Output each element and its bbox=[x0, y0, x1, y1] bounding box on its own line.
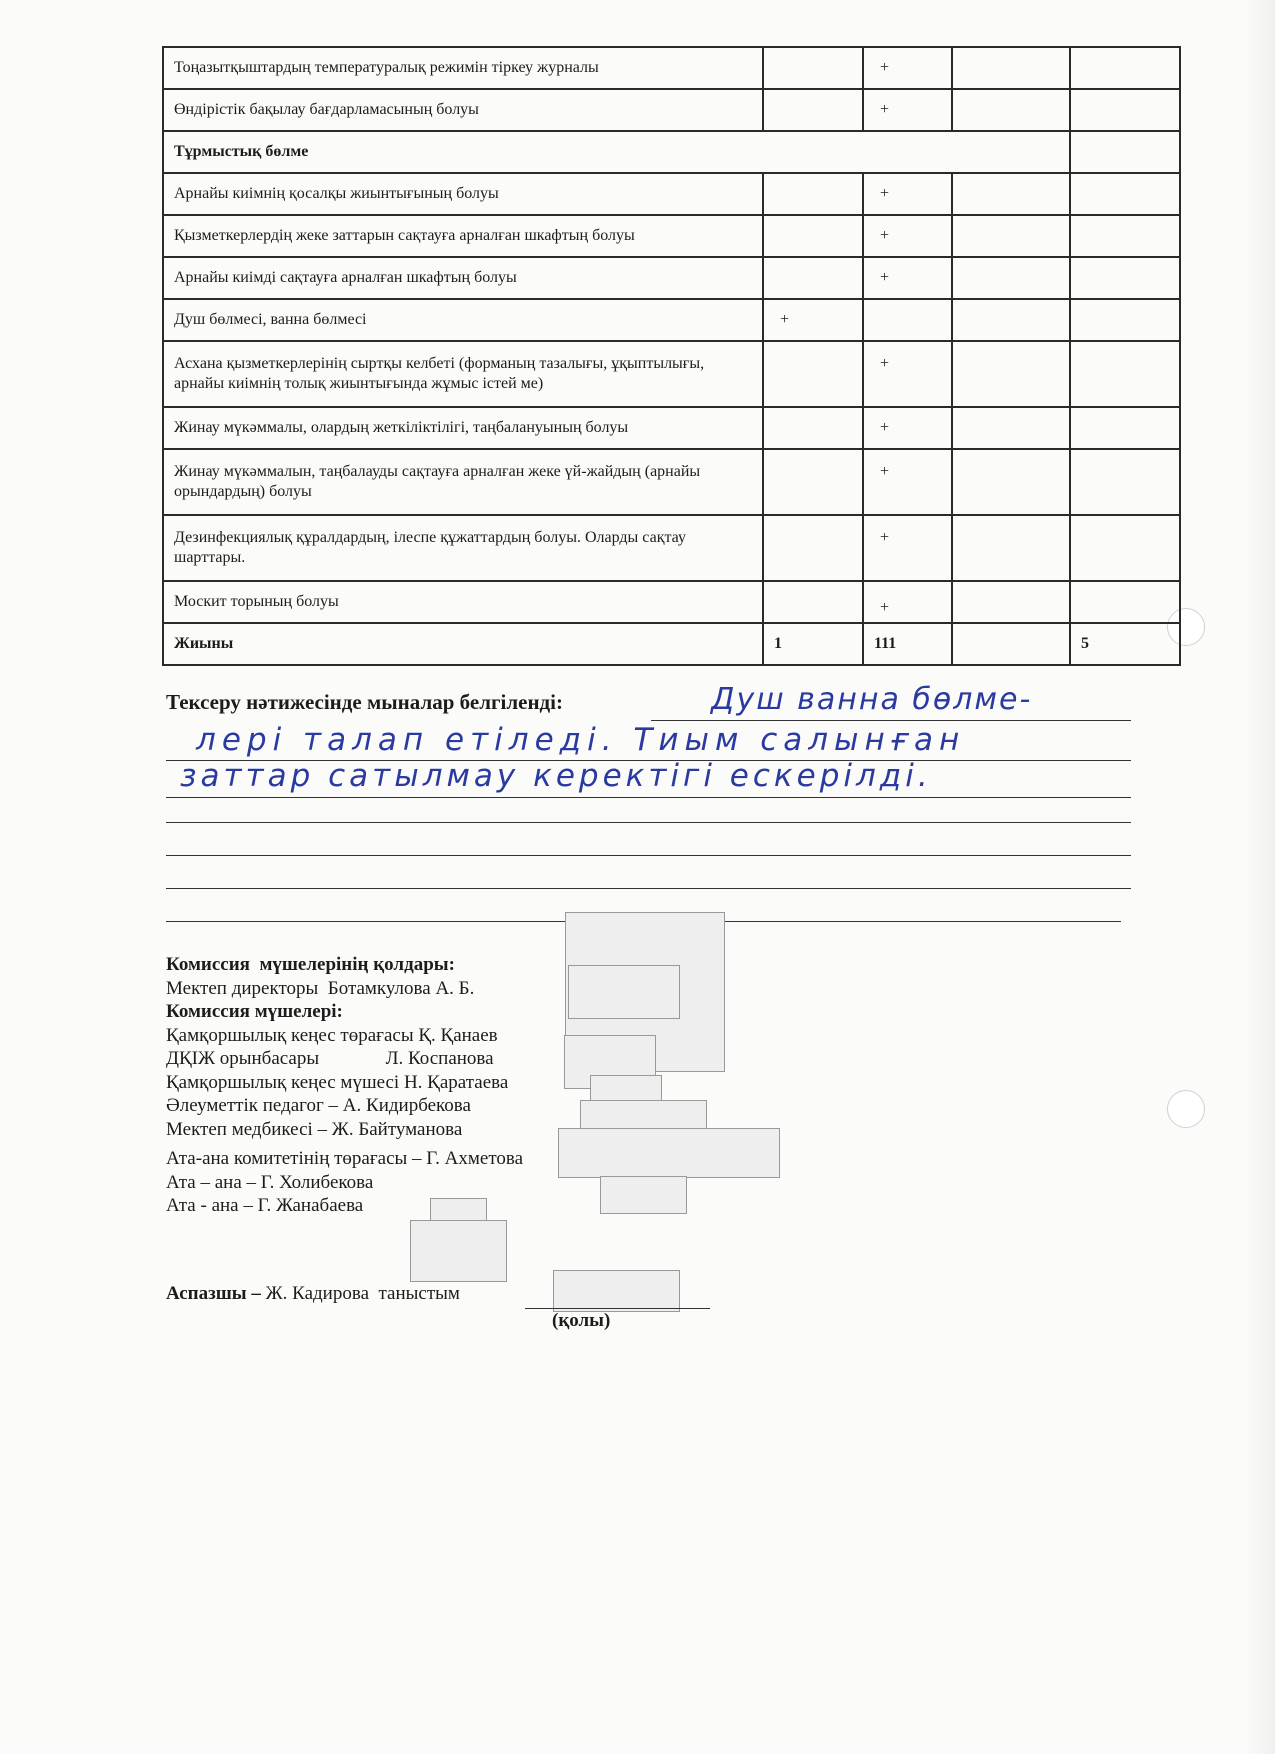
members-heading: Комиссия мүшелері: bbox=[166, 1001, 343, 1022]
signature-caption: (қолы) bbox=[552, 1310, 611, 1331]
row-item: Арнайы киімді сақтауға арналған шкафтың болуы bbox=[163, 257, 763, 299]
section-title: Тұрмыстық бөлме bbox=[163, 131, 1070, 173]
row-item: Өндірістік бақылау бағдарламасының болуы bbox=[163, 89, 763, 131]
cell-col4 bbox=[952, 215, 1070, 257]
cell-col3: + bbox=[863, 449, 952, 515]
table-row bbox=[163, 407, 1180, 449]
cell-col2: + bbox=[763, 299, 863, 341]
signatures-heading: Комиссия мүшелерінің қолдары: bbox=[166, 954, 455, 975]
cell-col4 bbox=[952, 515, 1070, 581]
handwritten-signature bbox=[410, 1220, 507, 1282]
row-item: Жинау мүкәммалын, таңбалауды сақтауға арналған жеке үй-жайдың (арнайы орындардың) болуы bbox=[163, 449, 763, 515]
checklist-table bbox=[162, 46, 1181, 666]
row-item: Москит торының болуы bbox=[163, 581, 763, 623]
cell-col3 bbox=[863, 299, 952, 341]
cell-col3: + bbox=[863, 581, 952, 623]
member-line: Ата-ана комитетінің төрағасы – Г. Ахметова bbox=[166, 1148, 524, 1169]
cell-col5 bbox=[1070, 173, 1180, 215]
cell-col5 bbox=[1070, 257, 1180, 299]
handwritten-note-line-3: заттар сатылмау керектігі ескерілді. bbox=[180, 758, 932, 794]
findings-label: Тексеру нәтижесінде мыналар белгіленді: bbox=[166, 690, 564, 714]
cell-col4 bbox=[952, 257, 1070, 299]
total-col4 bbox=[952, 623, 1070, 665]
member-line: Әлеуметтік педагог – А. Кидирбекова bbox=[166, 1095, 471, 1116]
cell-col4 bbox=[952, 173, 1070, 215]
punch-hole-bottom bbox=[1167, 1090, 1205, 1128]
handwritten-note-line-1: Душ ванна бөлме- bbox=[711, 682, 1033, 717]
table-row bbox=[163, 173, 1180, 215]
cell-col5 bbox=[1070, 131, 1180, 173]
page-edge bbox=[1245, 0, 1275, 1754]
cell-col2 bbox=[763, 341, 863, 407]
cell-col3: + bbox=[863, 215, 952, 257]
total-col3: 111 bbox=[863, 623, 952, 665]
member-line: Қамқоршылық кеңес мүшесі Н. Қаратаева bbox=[166, 1071, 509, 1093]
handwritten-signature bbox=[553, 1270, 680, 1312]
answer-line bbox=[166, 888, 1131, 889]
cell-col2 bbox=[763, 515, 863, 581]
member-line: Ата – ана – Г. Холибекова bbox=[166, 1171, 374, 1193]
cell-col3: + bbox=[863, 173, 952, 215]
row-item: Жинау мүкәммалы, олардың жеткіліктілігі, таңбалануының болуы bbox=[163, 407, 763, 449]
cell-col3: + bbox=[863, 407, 952, 449]
handwritten-signature bbox=[600, 1176, 687, 1214]
cell-col4 bbox=[952, 341, 1070, 407]
cell-col2 bbox=[763, 215, 863, 257]
table-row bbox=[163, 47, 1180, 89]
member-line: Мектеп медбикесі – Ж. Байтуманова bbox=[166, 1118, 463, 1140]
handwritten-note-line-2: лері талап етіледі. Тиым салынған bbox=[196, 722, 966, 758]
cell-col4 bbox=[952, 581, 1070, 623]
cell-col4 bbox=[952, 299, 1070, 341]
total-col2: 1 bbox=[763, 623, 863, 665]
cell-col5 bbox=[1070, 449, 1180, 515]
signature-line bbox=[525, 1308, 710, 1309]
cell-col3: + bbox=[863, 515, 952, 581]
cell-col5 bbox=[1070, 89, 1180, 131]
handwritten-signature bbox=[568, 965, 680, 1019]
cell-col2 bbox=[763, 407, 863, 449]
answer-line bbox=[166, 822, 1131, 823]
cell-col2 bbox=[763, 581, 863, 623]
answer-line bbox=[166, 855, 1131, 856]
cell-col5 bbox=[1070, 515, 1180, 581]
table-row bbox=[163, 215, 1180, 257]
row-item: Арнайы киімнің қосалқы жиынтығының болуы bbox=[163, 173, 763, 215]
cell-col2 bbox=[763, 449, 863, 515]
member-line: Қамқоршылық кеңес төрағасы Қ. Қанаев bbox=[166, 1024, 498, 1046]
cell-col5 bbox=[1070, 215, 1180, 257]
cell-col5 bbox=[1070, 341, 1180, 407]
total-label: Жиыны bbox=[163, 623, 763, 665]
cell-col5 bbox=[1070, 299, 1180, 341]
cook-name: Ж. Кадирова таныстым bbox=[260, 1283, 460, 1304]
cell-col3: + bbox=[863, 47, 952, 89]
table-row bbox=[163, 89, 1180, 131]
cell-col4 bbox=[952, 89, 1070, 131]
cook-acknowledgement bbox=[166, 1283, 460, 1305]
cell-col3: + bbox=[863, 89, 952, 131]
member-line: ДҚІЖ орынбасары Л. Коспанова bbox=[166, 1048, 494, 1069]
table-row bbox=[163, 341, 1180, 407]
member-line: Ата - ана – Г. Жанабаева bbox=[166, 1195, 364, 1216]
table-row bbox=[163, 515, 1180, 581]
total-col5: 5 bbox=[1070, 623, 1180, 665]
row-item: Дезинфекциялық құралдардың, ілеспе құжаттардың болуы. Оларды сақтау шарттары. bbox=[163, 515, 763, 581]
cook-label: Аспазшы – bbox=[166, 1283, 261, 1304]
director-line: Мектеп директоры Ботамкулова А. Б. bbox=[166, 977, 475, 999]
section-row bbox=[163, 131, 1180, 173]
cell-col5 bbox=[1070, 47, 1180, 89]
cell-col5 bbox=[1070, 407, 1180, 449]
cell-col5 bbox=[1070, 581, 1180, 623]
row-item: Асхана қызметкерлерінің сыртқы келбеті (форманың тазалығы, ұқыптылығы, арнайы киімнің толық жиынтығында жұмыс істей ме) bbox=[163, 341, 763, 407]
cell-col2 bbox=[763, 89, 863, 131]
cell-col3: + bbox=[863, 257, 952, 299]
row-item: Душ бөлмесі, ванна бөлмесі bbox=[163, 299, 763, 341]
cell-col2 bbox=[763, 173, 863, 215]
cell-col4 bbox=[952, 449, 1070, 515]
row-item: Қызметкерлердің жеке заттарын сақтауға арналған шкафтың болуы bbox=[163, 215, 763, 257]
cell-col2 bbox=[763, 257, 863, 299]
table-row bbox=[163, 449, 1180, 515]
row-item: Тоңазытқыштардың температуралық режимін тіркеу журналы bbox=[163, 47, 763, 89]
table-row bbox=[163, 299, 1180, 341]
cell-col4 bbox=[952, 47, 1070, 89]
handwritten-signature bbox=[558, 1128, 780, 1178]
table-row bbox=[163, 581, 1180, 623]
cell-col2 bbox=[763, 47, 863, 89]
total-row bbox=[163, 623, 1180, 665]
cell-col3: + bbox=[863, 341, 952, 407]
answer-line bbox=[651, 720, 1131, 721]
table-row bbox=[163, 257, 1180, 299]
cell-col4 bbox=[952, 407, 1070, 449]
answer-line bbox=[166, 797, 1131, 798]
